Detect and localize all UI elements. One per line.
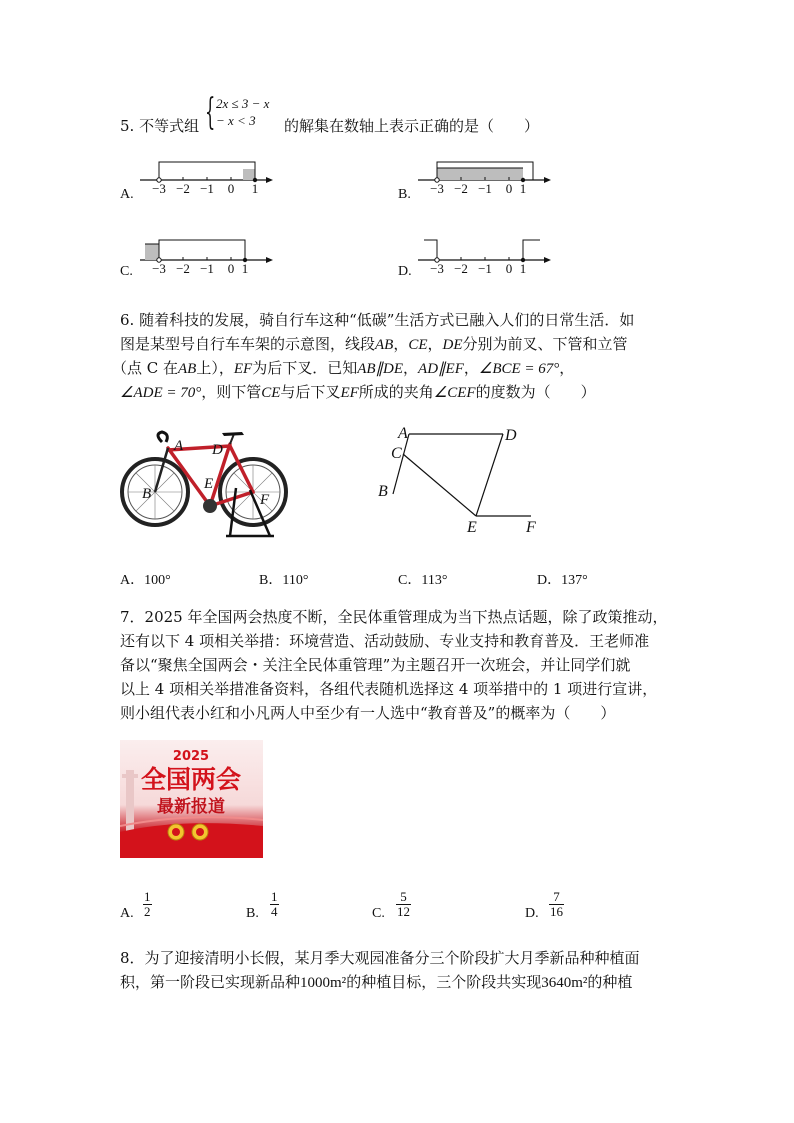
fraction-denominator: 2 [144,904,151,919]
q5b-tick-label: 1 [519,181,527,194]
bike-label-d: D [212,442,223,458]
q8-area-2: 3640m² [541,975,588,991]
q5-number-line-b [418,152,553,194]
q8-text: 的种植 [587,973,633,991]
q5-option-a-label: A. [120,187,134,202]
q6-angle-ade: ∠ADE = 70° [120,385,202,401]
q6-parallel-1: AB∥DE [357,361,404,377]
diagram-label-f: F [526,519,536,536]
q7-option-c-fraction [396,890,411,919]
q5-number-line-d [418,232,553,274]
q6-text: ， [559,359,575,377]
fraction-numerator: 7 [553,889,560,904]
q7-line-1: 7．2025 年全国两会热度不断，全民体重管理成为当下热点话题，除了政策推动， [120,608,668,626]
q5b-tick-label: −3 [430,181,444,194]
q5-brace: { [205,92,216,133]
q6-angle-cef: ∠CEF [433,385,476,401]
q6-line-4 [120,380,596,405]
q5b-tick-label: 0 [505,181,513,194]
q7-line-5: 则小组代表小红和小凡两人中至少有一人选中“教育普及”的概率为（ ） [120,704,616,722]
q5-option-c-label: C. [120,264,133,279]
fraction-numerator: 5 [400,889,407,904]
q6-segment-ab: AB [178,361,197,377]
bike-label-b: B [142,486,152,502]
q5a-tick-label: −1 [200,181,214,194]
q5a-tick-label: −2 [176,181,190,194]
fraction-numerator: 1 [144,889,151,904]
q6-segment-ef: EF [233,361,253,377]
q5-option-d-label: D. [398,264,412,279]
q6-text: （点 C 在 [112,359,179,377]
q6-option-d: D．137° [537,573,588,588]
q5-stem-suffix: 的解集在数轴上表示正确的是（ ） [284,117,540,135]
q6-text: ， [427,335,443,353]
q6-line-1: 6. 随着科技的发展，骑自行车这种“低碳”生活方式已融入人们的日常生活．如 [120,311,635,329]
q5-ineq1: 2x ≤ 3 − x [216,96,270,111]
q5-stem-prefix: 5. 不等式组 [120,117,200,135]
q5-number-line-a [140,152,275,194]
q7-option-b-fraction [270,890,279,919]
fraction-denominator: 12 [397,904,410,919]
q7-option-d-fraction [549,890,564,919]
q7-option-a-label: A. [120,906,134,921]
q5b-tick-label: −1 [478,181,492,194]
q8-line-1: 8．为了迎接清明小长假，某月季大观园准备分三个阶段扩大月季新品种种植面 [120,949,640,967]
q6-line-3 [112,356,574,381]
bike-label-a: A [174,438,184,454]
bike-label-f: F [260,492,270,508]
q5d-tick-label: 1 [519,261,527,274]
two-sessions-banner [120,740,263,858]
q6-text: 图是某型号自行车车架的示意图，线段 [120,335,376,353]
q6-text: 的度数为（ ） [475,383,596,401]
q6-text: 上）， [196,359,234,377]
diagram-label-b: B [378,483,388,500]
q6-segment-ef: EF [340,385,359,401]
q6-option-c: C．113° [398,573,448,588]
q5d-tick-label: −3 [430,261,444,274]
q6-segment-ab: AB [375,337,394,353]
fraction-denominator: 4 [271,904,278,919]
q5a-tick-label: −3 [152,181,166,194]
q5d-tick-label: −1 [478,261,492,274]
q5d-tick-label: −2 [454,261,468,274]
bike-label-e: E [204,476,214,492]
fraction-denominator: 16 [550,904,563,919]
q5a-tick-label: 0 [227,181,235,194]
q5-option-b-label: B. [398,187,411,202]
q8-line-2 [120,970,632,995]
q5c-tick-label: −1 [200,261,214,274]
q5c-tick-label: −2 [176,261,190,274]
q7-option-d-label: D. [525,906,539,921]
q7-option-b-label: B. [246,906,259,921]
q6-angle-bce: ∠BCE = 67° [478,361,560,377]
q8-text: 积，第一阶段已实现新品种 [120,973,301,991]
q7-line-2: 还有以下 4 项相关举措：环境营造、活动鼓励、专业支持和教育普及．王老师准 [120,632,650,650]
q5-system [208,95,269,129]
q6-text: 分别为前叉、下管和立管 [462,335,628,353]
q6-text: ， [463,359,479,377]
q5b-tick-label: −2 [454,181,468,194]
fraction-numerator: 1 [271,889,278,904]
q5c-tick-label: 0 [227,261,235,274]
q6-segment-ce: CE [261,385,281,401]
q6-line-2 [120,332,628,357]
q7-line-3: 备以“聚焦全国两会・关注全民体重管理”为主题召开一次班会，并让同学们就 [120,656,631,674]
q8-area-1: 1000m² [300,975,347,991]
q6-text: ， [403,359,419,377]
q7-option-a-fraction [143,890,152,919]
q5d-tick-label: 0 [505,261,513,274]
q8-text: 的种植目标，三个阶段共实现 [346,973,542,991]
q5c-tick-label: 1 [241,261,249,274]
q6-text: 所成的夹角 [358,383,434,401]
q6-text: 为后下叉．已知 [252,359,358,377]
q5a-tick-label: 1 [251,181,259,194]
diagram-label-d: D [505,427,517,444]
q6-text: ，则下管 [201,383,262,401]
geometry-diagram [370,420,550,538]
diagram-label-c: C [391,445,402,462]
banner-subtitle: 最新报道 [157,797,225,817]
q5-number-line-c [140,232,275,274]
diagram-label-a: A [398,425,408,442]
q6-segment-ce: CE [408,337,428,353]
q6-option-a: A．100° [120,573,171,588]
bicycle-image [118,428,290,540]
banner-title: 全国两会 [140,765,242,794]
q7-line-4: 以上 4 项相关举措准备资料，各组代表随机选择这 4 项举措中的 1 项进行宣讲， [120,680,658,698]
q6-text: ， [393,335,409,353]
q5-ineq2: − x < 3 [216,113,256,128]
q6-option-b: B．110° [259,573,309,588]
q6-parallel-2: AD∥EF [418,361,464,377]
q6-text: 与后下叉 [280,383,341,401]
q6-segment-de: DE [442,337,463,353]
banner-year: 2025 [172,749,210,764]
q7-option-c-label: C. [372,906,385,921]
q5c-tick-label: −3 [152,261,166,274]
diagram-label-e: E [467,519,477,536]
